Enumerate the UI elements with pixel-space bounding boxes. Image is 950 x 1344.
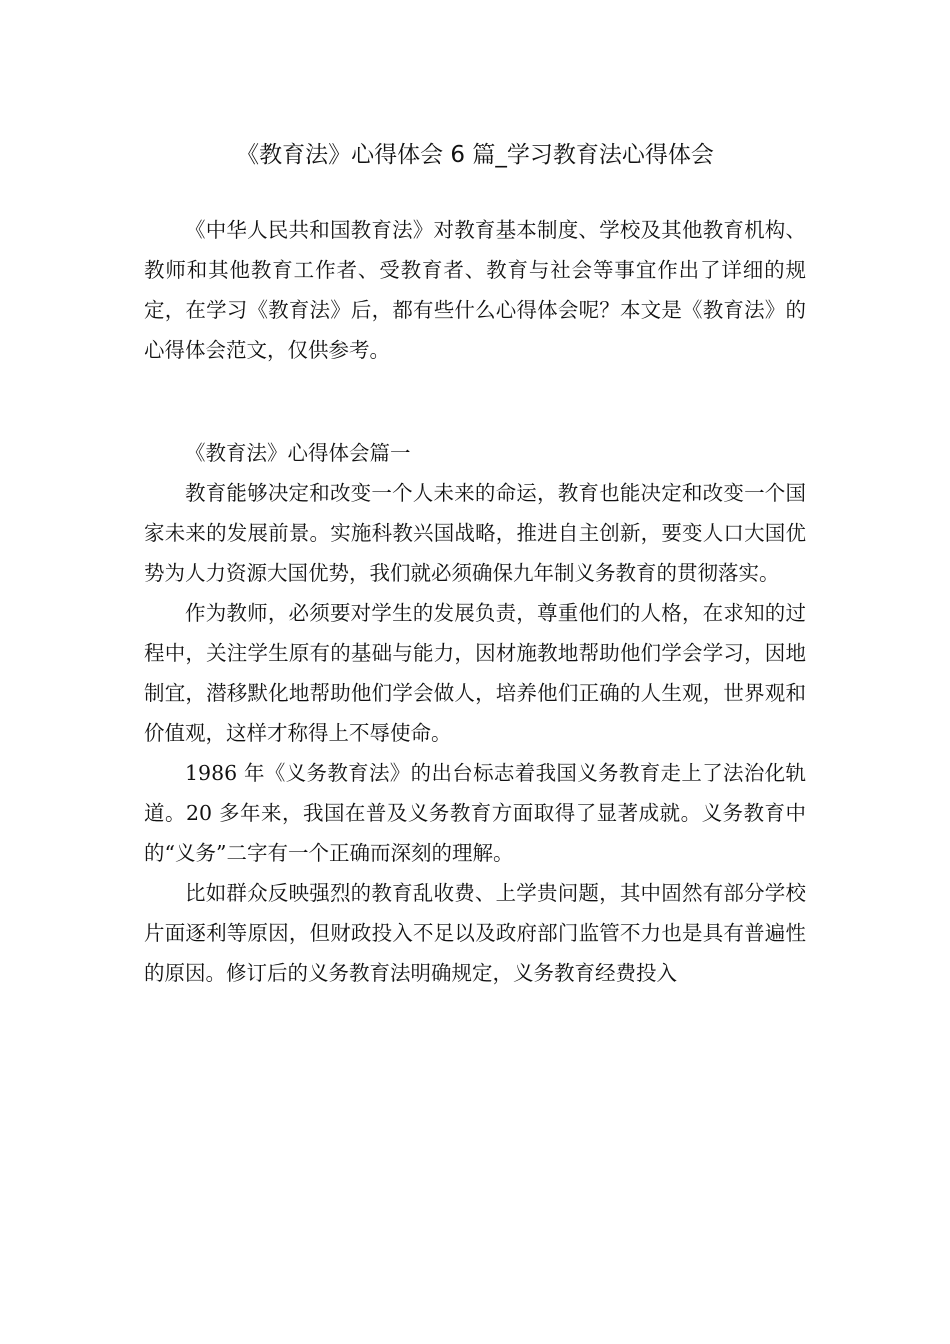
body-paragraph-2: 作为教师，必须要对学生的发展负责，尊重他们的人格，在求知的过程中，关注学生原有的基础与能力，因材施教地帮助他们学会学习，因地制宜，潜移默化地帮助他们学会做人，培养他们正确的人生观，世界观和价值观，这样才称得上不辱使命。 <box>144 601 806 745</box>
document-title: 《教育法》心得体会 6 篇_学习教育法心得体会 <box>236 142 714 168</box>
body-paragraph-1: 教育能够决定和改变一个人未来的命运，教育也能决定和改变一个国家未来的发展前景。实施科教兴国战略，推进自主创新，要变人口大国优势为人力资源大国优势，我们就必须确保九年制义务教育的贯彻落实。 <box>144 481 806 585</box>
document-body <box>144 210 806 993</box>
section-heading: 《教育法》心得体会篇一 <box>185 441 411 465</box>
intro-paragraph: 《中华人民共和国教育法》对教育基本制度、学校及其他教育机构、教师和其他教育工作者、受教育者、教育与社会等事宜作出了详细的规定，在学习《教育法》后，都有些什么心得体会呢？本文是《教育法》的心得体会范文，仅供参考。 <box>144 218 806 362</box>
body-paragraph-3: 1986 年《义务教育法》的出台标志着我国义务教育走上了法治化轨道。20 多年来，我国在普及义务教育方面取得了显著成就。义务教育中的“义务”二字有一个正确而深刻的理解。 <box>144 761 806 865</box>
body-paragraph-4: 比如群众反映强烈的教育乱收费、上学贵问题，其中固然有部分学校片面逐利等原因，但财政投入不足以及政府部门监管不力也是具有普遍性的原因。修订后的义务教育法明确规定，义务教育经费投入 <box>144 881 806 985</box>
